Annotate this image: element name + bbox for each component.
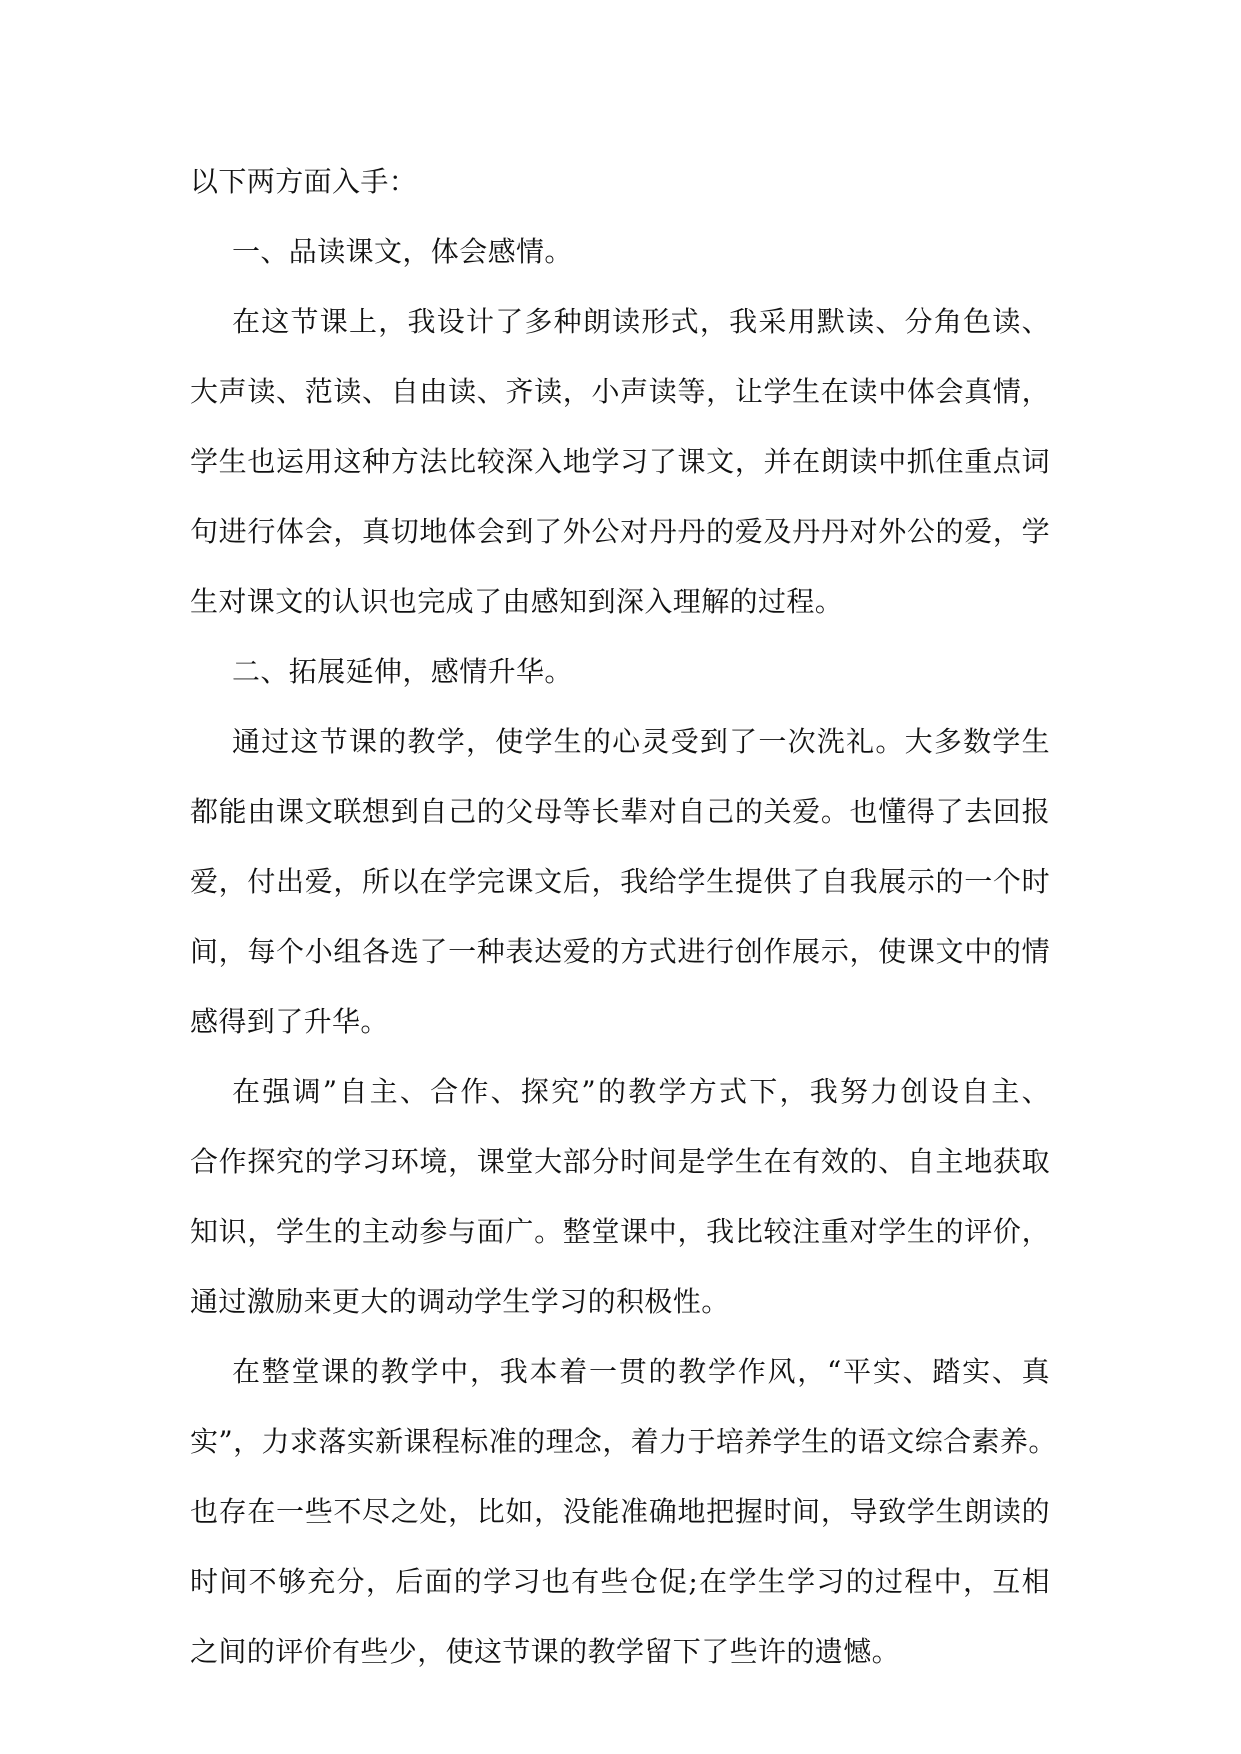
- text-line: 生对课文的认识也完成了由感知到深入理解的过程。: [190, 585, 844, 618]
- text-line: 都能由课文联想到自己的父母等长辈对自己的关爱。也懂得了去回报: [190, 795, 1050, 828]
- text-line: 以下两方面入手：: [190, 165, 418, 198]
- text-line: 时间不够充分，后面的学习也有些仓促;在学生学习的过程中，互相: [190, 1565, 1050, 1598]
- text-line: 大声读、范读、自由读、齐读，小声读等，让学生在读中体会真情，: [190, 375, 1050, 408]
- text-line: 也存在一些不尽之处，比如，没能准确地把握时间，导致学生朗读的: [190, 1495, 1050, 1528]
- text-line: 之间的评价有些少，使这节课的教学留下了些许的遗憾。: [190, 1635, 901, 1668]
- text-line: 学生也运用这种方法比较深入地学习了课文，并在朗读中抓住重点词: [190, 445, 1050, 478]
- text-line: 在这节课上，我设计了多种朗读形式，我采用默读、分角色读、: [232, 305, 1050, 338]
- text-line: 实”，力求落实新课程标准的理念，着力于培养学生的语文综合素养。: [190, 1425, 1057, 1458]
- section-heading: 一、品读课文，体会感情。: [232, 235, 573, 268]
- text-line: 句进行体会，真切地体会到了外公对丹丹的爱及丹丹对外公的爱，学: [190, 515, 1050, 548]
- text-line: 间，每个小组各选了一种表达爱的方式进行创作展示，使课文中的情: [190, 935, 1050, 968]
- text-line: 爱，付出爱，所以在学完课文后，我给学生提供了自我展示的一个时: [190, 865, 1050, 898]
- text-line: 通过这节课的教学，使学生的心灵受到了一次洗礼。大多数学生: [232, 725, 1050, 758]
- text-line: 知识，学生的主动参与面广。整堂课中，我比较注重对学生的评价，: [190, 1215, 1050, 1248]
- text-line: 在整堂课的教学中，我本着一贯的教学作风，“平实、踏实、真: [232, 1355, 1050, 1388]
- text-line: 合作探究的学习环境，课堂大部分时间是学生在有效的、自主地获取: [190, 1145, 1050, 1178]
- section-heading: 二、拓展延伸，感情升华。: [232, 655, 573, 688]
- text-line: 在强调”自主、合作、探究”的教学方式下，我努力创设自主、: [232, 1075, 1050, 1108]
- text-line: 通过激励来更大的调动学生学习的积极性。: [190, 1285, 730, 1318]
- text-line: 感得到了升华。: [190, 1005, 389, 1038]
